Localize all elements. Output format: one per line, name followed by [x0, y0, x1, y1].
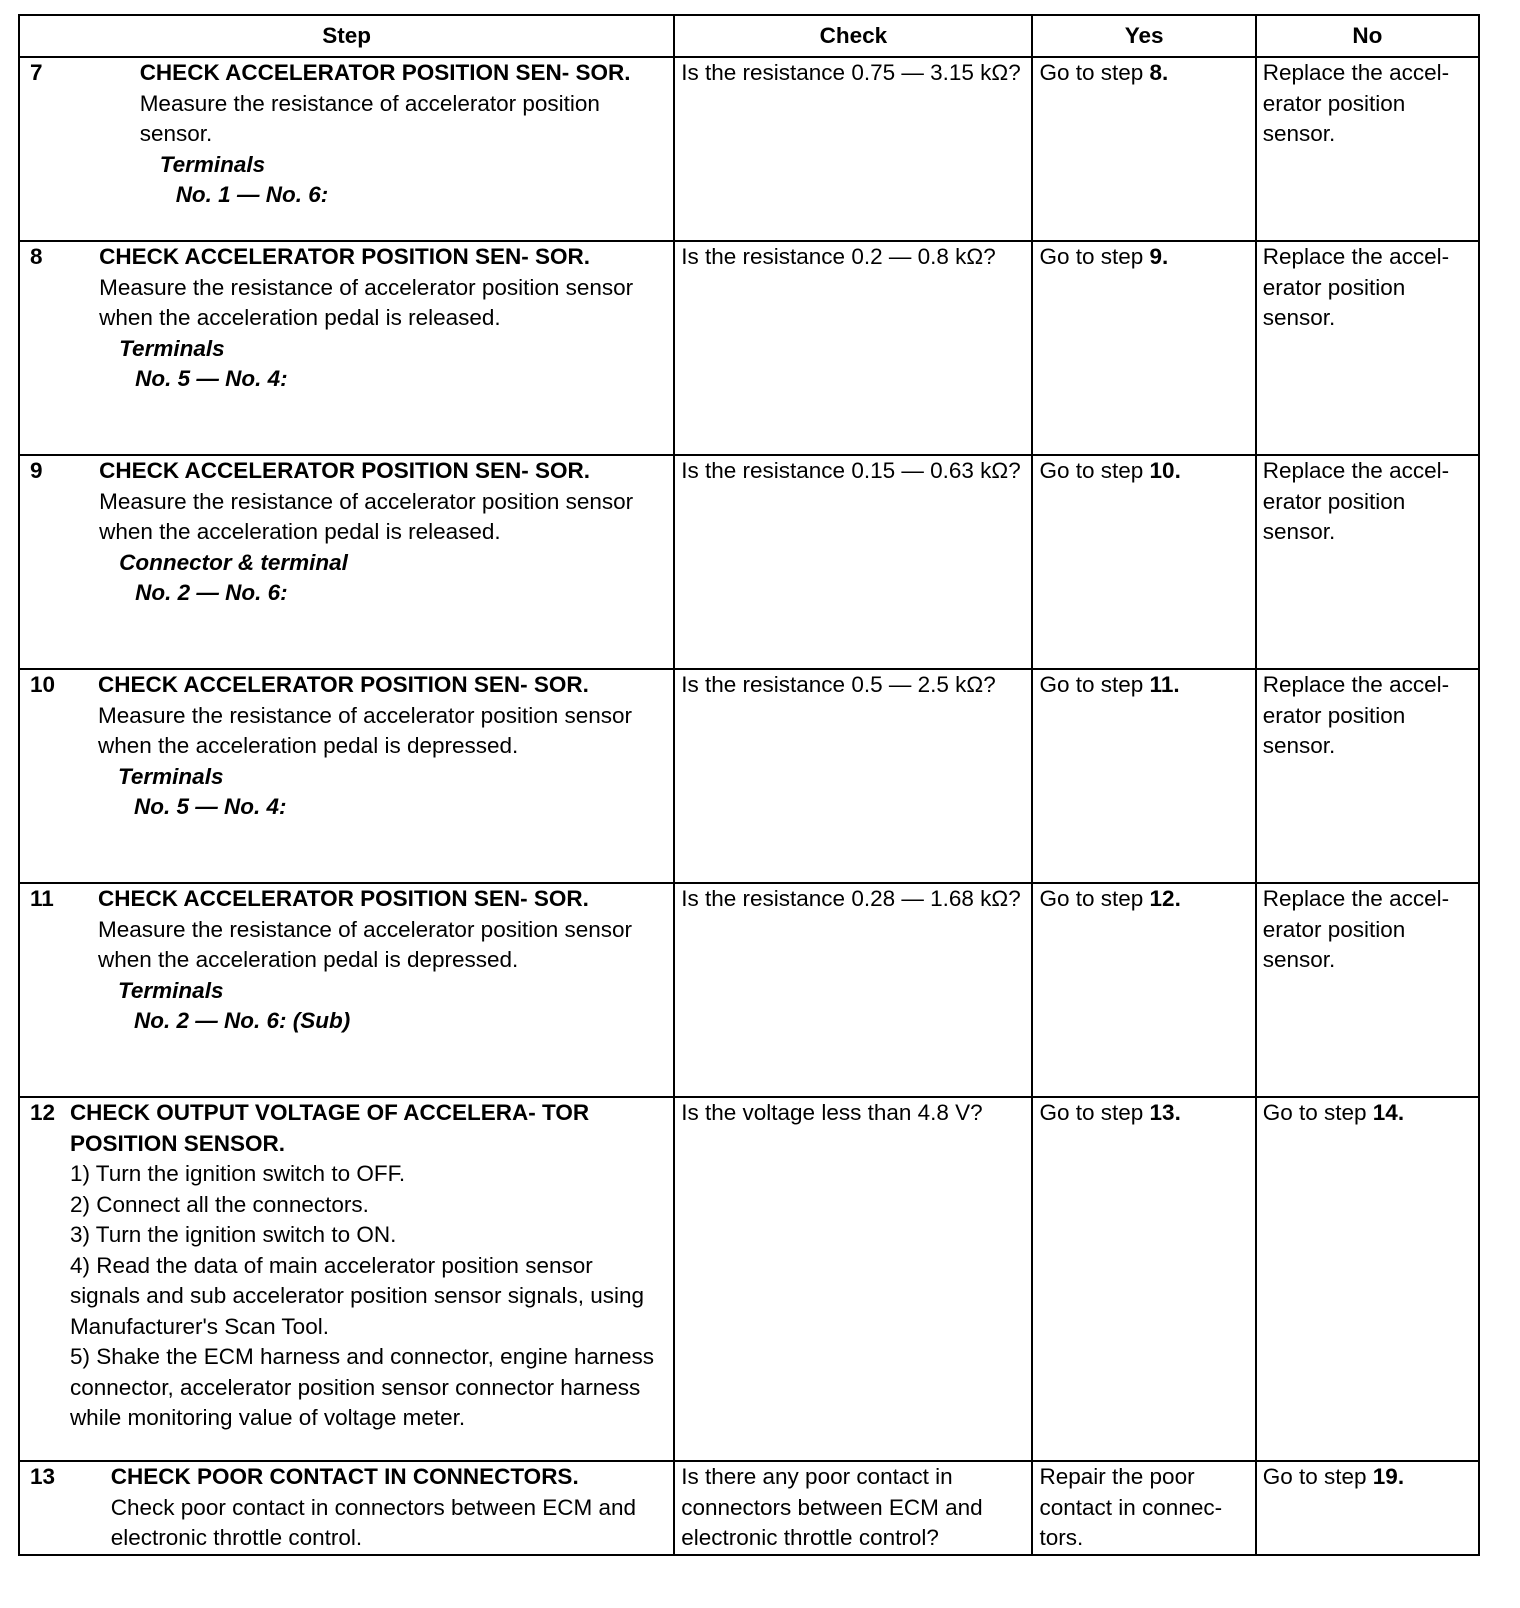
step-title: CHECK ACCELERATOR POSITION SEN- SOR.: [98, 672, 589, 697]
no-cell: Replace the accel- erator position sensor.: [1256, 241, 1479, 455]
no-cell: Replace the accel- erator position sensor.: [1256, 57, 1479, 241]
spec-label: Terminals: [119, 335, 225, 361]
yes-step-ref: 8.: [1149, 60, 1169, 85]
no-cell: Replace the accel- erator position sensor.: [1256, 883, 1479, 1097]
table-row: [19, 883, 1479, 1097]
no-cell: Replace the accel- erator position sensor.: [1256, 669, 1479, 883]
step-cell: [19, 669, 674, 883]
header-check: Check: [674, 15, 1032, 57]
spec-value: No. 2 — No. 6: (Sub): [134, 1008, 351, 1033]
step-number: 10: [30, 672, 56, 697]
yes-prefix: Go to step: [1039, 886, 1150, 911]
yes-prefix: Go to step: [1039, 672, 1150, 697]
spec-label: Terminals: [118, 977, 224, 1003]
table-row: [19, 241, 1479, 455]
check-cell: Is the voltage less than 4.8 V?: [674, 1097, 1032, 1461]
check-cell: Is the resistance 0.28 — 1.68 kΩ?: [674, 883, 1032, 1097]
check-cell: Is the resistance 0.15 — 0.63 kΩ?: [674, 455, 1032, 669]
yes-cell: [1032, 883, 1255, 1097]
table-row: [19, 1097, 1479, 1461]
spec-label: Terminals: [118, 763, 224, 789]
header-row: [19, 15, 1479, 57]
check-cell: Is the resistance 0.75 — 3.15 kΩ?: [674, 57, 1032, 241]
spec-label: Terminals: [159, 151, 266, 177]
step-body: Measure the resistance of accelerator position sensor when the acceleration pedal is depressed.: [98, 702, 633, 758]
step-title: CHECK ACCELERATOR POSITION SEN- SOR.: [98, 886, 589, 911]
yes-step-ref: 11.: [1149, 672, 1180, 697]
yes-cell: [1032, 57, 1255, 241]
spec-value: No. 5 — No. 4:: [135, 366, 288, 391]
yes-cell: [1032, 455, 1255, 669]
step-body: Check poor contact in connectors between ECM and electronic throttle control.: [110, 1494, 637, 1550]
no-cell: [1256, 1097, 1479, 1461]
step-number: 7: [30, 60, 43, 85]
header-yes: Yes: [1032, 15, 1255, 57]
step-cell: [19, 57, 674, 241]
header-step: Step: [19, 15, 674, 57]
yes-cell: [1032, 1097, 1255, 1461]
spec-value: No. 2 — No. 6:: [135, 580, 288, 605]
yes-prefix: Go to step: [1039, 60, 1150, 85]
yes-step-ref: 13.: [1149, 1100, 1181, 1125]
spec-value: No. 5 — No. 4:: [134, 794, 287, 819]
no-prefix: Go to step: [1262, 1464, 1373, 1489]
yes-step-ref: 9.: [1149, 244, 1169, 269]
step-body: Measure the resistance of accelerator position sensor when the acceleration pedal is released.: [99, 488, 634, 544]
substep: 5) Shake the ECM harness and connector, engine harness connector, accelerator position sensor connector harness while monitoring value of voltage meter.: [69, 1344, 655, 1430]
step-cell: [19, 1097, 674, 1461]
yes-prefix: Go to step: [1039, 244, 1150, 269]
step-cell: [19, 883, 674, 1097]
spec-value: No. 1 — No. 6:: [175, 182, 329, 207]
no-cell: Replace the accel- erator position sensor.: [1256, 455, 1479, 669]
table-row: [19, 57, 1479, 241]
table-row: [19, 455, 1479, 669]
substep: 2) Connect all the connectors.: [69, 1191, 369, 1217]
step-body: Measure the resistance of accelerator position sensor when the acceleration pedal is depressed.: [98, 916, 633, 972]
step-cell: [19, 1461, 674, 1555]
step-number: 11: [30, 886, 54, 911]
check-cell: Is there any poor contact in connectors between ECM and electronic throttle control?: [674, 1461, 1032, 1555]
yes-cell: [1032, 241, 1255, 455]
yes-cell: Repair the poor contact in connec- tors.: [1032, 1461, 1255, 1555]
substep: 1) Turn the ignition switch to OFF.: [69, 1161, 406, 1186]
yes-prefix: Go to step: [1039, 458, 1150, 483]
step-cell: [19, 241, 674, 455]
substep: 3) Turn the ignition switch to ON.: [69, 1222, 397, 1247]
yes-step-ref: 10.: [1149, 458, 1181, 483]
step-title: CHECK POOR CONTACT IN CONNECTORS.: [110, 1464, 579, 1489]
no-step-ref: 19.: [1372, 1464, 1405, 1489]
no-prefix: Go to step: [1262, 1100, 1373, 1125]
substep: 4) Read the data of main accelerator position sensor signals and sub accelerator position sensor signals, using Manufacturer's Scan Tool.: [69, 1252, 645, 1339]
yes-cell: [1032, 669, 1255, 883]
step-body: Measure the resistance of accelerator position sensor when the acceleration pedal is released.: [99, 274, 634, 330]
no-cell: [1256, 1461, 1479, 1555]
yes-prefix: Go to step: [1039, 1100, 1150, 1125]
header-no: No: [1256, 15, 1479, 57]
table-row: [19, 669, 1479, 883]
check-cell: Is the resistance 0.5 — 2.5 kΩ?: [674, 669, 1032, 883]
step-number: 8: [30, 244, 43, 269]
spec-label: Connector & terminal: [119, 549, 348, 575]
step-title: CHECK ACCELERATOR POSITION SEN- SOR.: [99, 244, 591, 269]
step-cell: [19, 455, 674, 669]
step-number: 12: [30, 1100, 56, 1125]
step-number: 9: [30, 458, 43, 483]
diagnostic-table: [18, 14, 1480, 1556]
step-body: Measure the resistance of accelerator position sensor.: [139, 90, 600, 146]
no-step-ref: 14.: [1372, 1100, 1405, 1125]
table-row: [19, 1461, 1479, 1555]
step-title: CHECK ACCELERATOR POSITION SEN- SOR.: [99, 458, 591, 483]
step-title: CHECK OUTPUT VOLTAGE OF ACCELERA- TOR POSITION SENSOR.: [69, 1100, 590, 1156]
step-title: CHECK ACCELERATOR POSITION SEN- SOR.: [139, 60, 631, 85]
yes-step-ref: 12.: [1149, 886, 1181, 911]
check-cell: Is the resistance 0.2 — 0.8 kΩ?: [674, 241, 1032, 455]
step-number: 13: [30, 1464, 56, 1489]
